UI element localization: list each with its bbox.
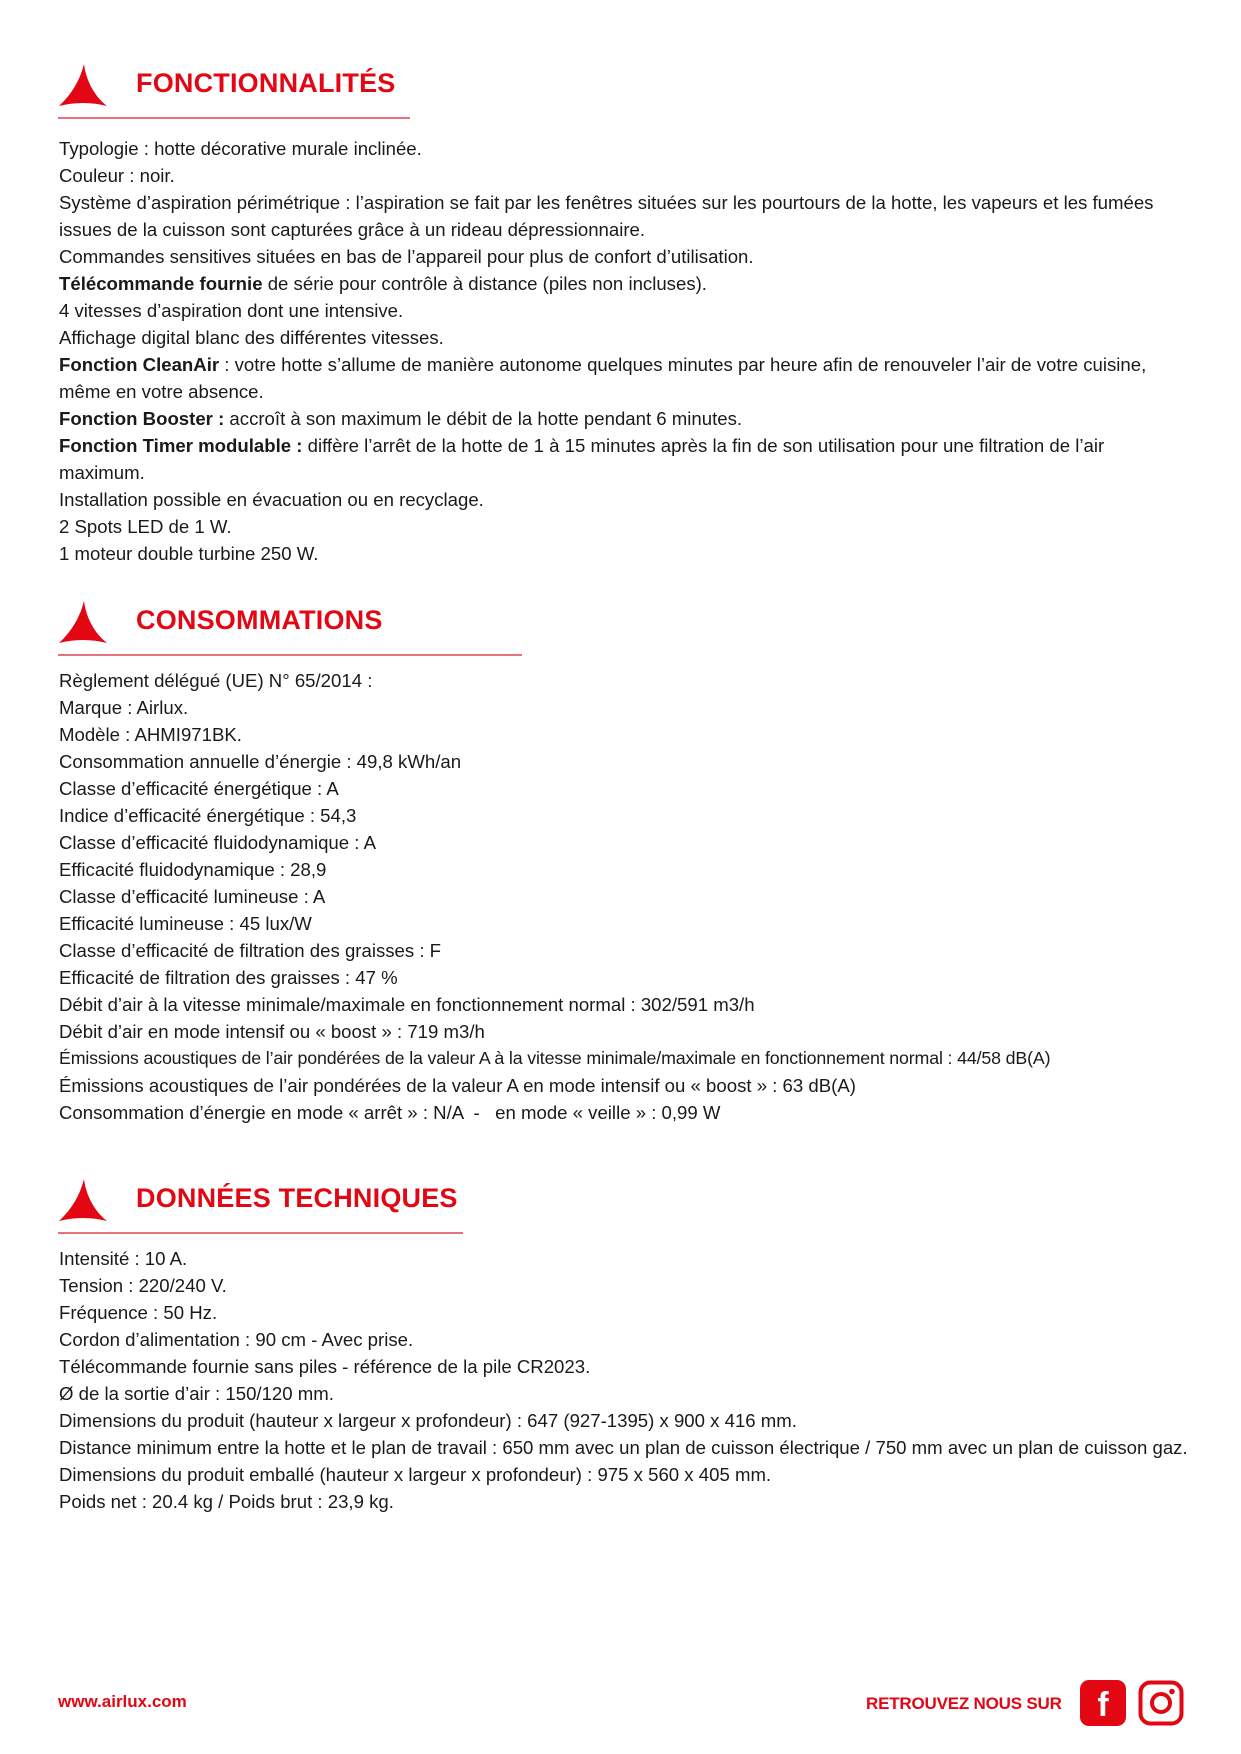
- follow-us-label: RETROUVEZ NOUS SUR: [866, 1694, 1062, 1713]
- consumption-line: Classe d’efficacité fluidodynamique : A: [59, 832, 376, 853]
- consumption-line: Modèle : AHMI971BK.: [59, 724, 242, 745]
- feature-line: Fonction Timer modulable : diffère l’arrêt de la hotte de 1 à 15 minutes après la fin de son utilisation pour une filtration de l’air maximum.: [59, 435, 1105, 483]
- spec-line: Fréquence : 50 Hz.: [59, 1302, 218, 1323]
- consumption-line: Classe d’efficacité de filtration des graisses : F: [59, 940, 442, 961]
- donnees-techniques-list: [59, 1245, 1189, 1515]
- feature-line: 4 vitesses d’aspiration dont une intensive.: [59, 300, 404, 321]
- consumption-line: Consommation d’énergie en mode « arrêt » : N/A - en mode « veille » : 0,99 W: [59, 1102, 721, 1123]
- feature-line: 1 moteur double turbine 250 W.: [59, 543, 319, 564]
- feature-line: Télécommande fournie de série pour contrôle à distance (piles non incluses).: [59, 273, 707, 294]
- consumption-line: Débit d’air à la vitesse minimale/maximale en fonctionnement normal : 302/591 m3/h: [59, 994, 755, 1015]
- fonctionnalites-list: [59, 135, 1189, 567]
- section-title: FONCTIONNALITÉS: [136, 68, 396, 98]
- consumption-line: Classe d’efficacité lumineuse : A: [59, 886, 326, 907]
- feature-line: Affichage digital blanc des différentes vitesses.: [59, 327, 444, 348]
- section-divider: [58, 1232, 463, 1234]
- consumption-line: Classe d’efficacité énergétique : A: [59, 778, 339, 799]
- consommations-list: [59, 667, 1189, 1126]
- triangle-logo-icon: [58, 62, 108, 108]
- consumption-line: Indice d’efficacité énergétique : 54,3: [59, 805, 357, 826]
- facebook-glyph: f: [1097, 1686, 1109, 1724]
- consumption-line: Efficacité de filtration des graisses : 47 %: [59, 967, 398, 988]
- spec-line: Poids net : 20.4 kg / Poids brut : 23,9 kg.: [59, 1491, 394, 1512]
- consumption-line: Émissions acoustiques de l’air pondérées de la valeur A à la vitesse minimale/maximale en fonctionnement normal : 44/58 dB(A): [59, 1048, 1051, 1068]
- instagram-glyph: [1138, 1680, 1184, 1726]
- spec-line: Dimensions du produit emballé (hauteur x largeur x profondeur) : 975 x 560 x 405 mm.: [59, 1464, 772, 1485]
- feature-line: Fonction CleanAir : votre hotte s’allume de manière autonome quelques minutes par heure afin de renouveler l’air de votre cuisine, même en votre absence.: [59, 354, 1147, 402]
- section-title: DONNÉES TECHNIQUES: [136, 1183, 458, 1213]
- consumption-line: Efficacité lumineuse : 45 lux/W: [59, 913, 312, 934]
- feature-line: Commandes sensitives situées en bas de l’appareil pour plus de confort d’utilisation.: [59, 246, 754, 267]
- feature-line: Typologie : hotte décorative murale inclinée.: [59, 138, 422, 159]
- spec-line: Intensité : 10 A.: [59, 1248, 188, 1269]
- spec-line: Tension : 220/240 V.: [59, 1275, 227, 1296]
- spec-line: Ø de la sortie d’air : 150/120 mm.: [59, 1383, 334, 1404]
- instagram-icon[interactable]: [1138, 1680, 1184, 1726]
- section-divider: [58, 117, 410, 119]
- spec-line: Dimensions du produit (hauteur x largeur x profondeur) : 647 (927-1395) x 900 x 416 mm.: [59, 1410, 797, 1431]
- section-title: CONSOMMATIONS: [136, 605, 383, 635]
- consumption-line: Débit d’air en mode intensif ou « boost » : 719 m3/h: [59, 1021, 485, 1042]
- feature-line: Système d’aspiration périmétrique : l’aspiration se fait par les fenêtres situées sur les pourtours de la hotte, les vapeurs et les fumées issues de la cuisson sont capturées grâce à un rideau dépressionnaire.: [59, 192, 1154, 240]
- section-divider: [58, 654, 522, 656]
- consumption-line: Marque : Airlux.: [59, 697, 189, 718]
- consumption-line: Règlement délégué (UE) N° 65/2014 :: [59, 670, 373, 691]
- feature-line: Fonction Booster : accroît à son maximum le débit de la hotte pendant 6 minutes.: [59, 408, 743, 429]
- consumption-line: Efficacité fluidodynamique : 28,9: [59, 859, 327, 880]
- feature-line: Installation possible en évacuation ou en recyclage.: [59, 489, 484, 510]
- feature-line: Couleur : noir.: [59, 165, 175, 186]
- spec-line: Télécommande fournie sans piles - référence de la pile CR2023.: [59, 1356, 591, 1377]
- triangle-logo-icon: [58, 599, 108, 645]
- facebook-icon[interactable]: [1080, 1680, 1126, 1726]
- consumption-line: Consommation annuelle d’énergie : 49,8 kWh/an: [59, 751, 462, 772]
- spec-line: Distance minimum entre la hotte et le plan de travail : 650 mm avec un plan de cuisson électrique / 750 mm avec un plan de cuisson gaz.: [59, 1437, 1188, 1458]
- spec-line: Cordon d’alimentation : 90 cm - Avec prise.: [59, 1329, 414, 1350]
- triangle-logo-icon: [58, 1177, 108, 1223]
- feature-line: 2 Spots LED de 1 W.: [59, 516, 232, 537]
- consumption-line: Émissions acoustiques de l’air pondérées de la valeur A en mode intensif ou « boost » : 63 dB(A): [59, 1075, 856, 1096]
- website-link[interactable]: www.airlux.com: [58, 1692, 187, 1711]
